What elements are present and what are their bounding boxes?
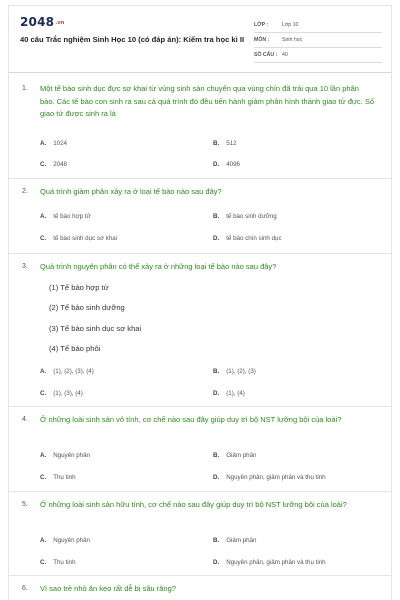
header-divider	[9, 72, 391, 73]
option-text: tế bào chín sinh dục	[226, 235, 282, 242]
option-b[interactable]	[213, 452, 256, 459]
statement-2: (2) Tế bào sinh dưỡng	[49, 303, 125, 312]
option-d[interactable]	[213, 474, 326, 481]
option-label: D.	[213, 474, 220, 481]
meta-key: LỚP :	[254, 22, 269, 28]
option-c[interactable]	[40, 390, 83, 397]
statement-4: (4) Tế bào phôi	[49, 344, 101, 353]
option-a[interactable]	[40, 368, 94, 375]
option-text: 4096	[226, 161, 240, 168]
meta-value: Sinh học	[282, 37, 303, 43]
statement-3: (3) Tế bào sinh dục sơ khai	[49, 324, 142, 333]
question-number: 2.	[22, 188, 28, 195]
meta-row-class	[254, 18, 382, 33]
option-d[interactable]	[213, 161, 240, 168]
option-label: A.	[40, 140, 47, 147]
question-number: 3.	[22, 263, 28, 270]
option-text: 512	[226, 140, 237, 147]
option-label: B.	[213, 368, 220, 375]
option-a[interactable]	[40, 140, 67, 147]
question-divider	[9, 575, 391, 576]
question-divider	[9, 491, 391, 492]
option-label: A.	[40, 368, 47, 375]
option-text: Thụ tinh	[53, 559, 76, 566]
site-logo[interactable]	[20, 15, 65, 29]
option-text: Nguyên phân, giảm phân và thụ tinh	[226, 559, 326, 566]
statement-1: (1) Tế bào hợp tử	[49, 283, 109, 292]
option-text: Thụ tinh	[53, 474, 76, 481]
document-title: 40 câu Trắc nghiệm Sinh Học 10 (có đáp án): Kiểm tra học kì II	[20, 35, 245, 44]
option-label: D.	[213, 559, 220, 566]
option-a[interactable]	[40, 537, 90, 544]
logo-text: 2048	[20, 15, 55, 29]
option-label: C.	[40, 161, 47, 168]
option-text: (1), (2), (3), (4)	[53, 368, 94, 375]
option-label: B.	[213, 213, 220, 220]
option-a[interactable]	[40, 452, 90, 459]
meta-key: MÔN :	[254, 37, 270, 43]
meta-value: Lớp 10	[282, 22, 299, 28]
question-text: Ở những loài sinh sản hữu tính, cơ chế nào sau đây giúp duy trì bộ NST lưỡng bội của loài?	[40, 500, 347, 509]
option-label: C.	[40, 390, 47, 397]
meta-row-subject	[254, 33, 382, 48]
option-label: D.	[213, 235, 220, 242]
option-d[interactable]	[213, 390, 245, 397]
option-label: A.	[40, 537, 47, 544]
option-text: Nguyên phân, giảm phân và thụ tinh	[226, 474, 326, 481]
option-label: B.	[213, 140, 220, 147]
option-label: D.	[213, 390, 220, 397]
option-label: C.	[40, 474, 47, 481]
document-meta	[254, 18, 382, 63]
option-b[interactable]	[213, 537, 256, 544]
option-label: B.	[213, 452, 220, 459]
option-text: (1), (4)	[226, 390, 245, 397]
question-number: 1.	[22, 85, 28, 92]
option-c[interactable]	[40, 235, 117, 242]
option-b[interactable]	[213, 213, 277, 220]
option-c[interactable]	[40, 161, 67, 168]
option-label: D.	[213, 161, 220, 168]
option-label: A.	[40, 452, 47, 459]
option-text: Giảm phân	[226, 452, 257, 459]
option-b[interactable]	[213, 140, 237, 147]
question-text: Một tế bào sinh dục đực sơ khai từ vùng sinh sản chuyển qua vùng chín đã trải qua 10 lần phân bào. Các tế bào con sinh ra sau cả quá trình đó đều tiến hành giảm phân hình thành giao tử đực. Số giao tử được sinh ra là	[40, 84, 375, 118]
option-label: C.	[40, 235, 47, 242]
question-divider	[9, 178, 391, 179]
option-b[interactable]	[213, 368, 256, 375]
meta-value: 40	[282, 52, 288, 58]
document-page	[8, 5, 392, 600]
question-divider	[9, 253, 391, 254]
option-d[interactable]	[213, 235, 282, 242]
option-label: B.	[213, 537, 220, 544]
option-label: C.	[40, 559, 47, 566]
question-text: Quá trình giảm phân xảy ra ở loại tế bào nào sau đây?	[40, 187, 222, 196]
option-c[interactable]	[40, 474, 76, 481]
option-label: A.	[40, 213, 47, 220]
meta-key: SỐ CÂU :	[254, 52, 278, 58]
logo-suffix: .vn	[55, 19, 65, 26]
option-text: Giảm phân	[226, 537, 257, 544]
option-c[interactable]	[40, 559, 76, 566]
document-header	[9, 6, 391, 70]
option-d[interactable]	[213, 559, 326, 566]
option-text: tế bào hợp tử	[53, 213, 91, 220]
option-text: Nguyên phân	[53, 537, 90, 544]
option-text: (1), (2), (3)	[226, 368, 256, 375]
question-number: 6.	[22, 585, 28, 592]
option-text: tế bào sinh dục sơ khai	[53, 235, 118, 242]
question-divider	[9, 406, 391, 407]
meta-row-count	[254, 48, 382, 63]
option-text: 1024	[53, 140, 67, 147]
question-number: 5.	[22, 501, 28, 508]
option-text: Nguyên phân	[53, 452, 90, 459]
option-a[interactable]	[40, 213, 91, 220]
question-text: Ở những loài sinh sản vô tính, cơ chế nào sau đây giúp duy trì bộ NST lưỡng bội của loài?	[40, 415, 342, 424]
question-text: Vì sao trẻ nhỏ ăn kẹo rất dễ bị sâu răng?	[40, 584, 176, 593]
question-number: 4.	[22, 416, 28, 423]
option-text: tế bào sinh dưỡng	[226, 213, 277, 220]
option-text: 2048	[53, 161, 67, 168]
question-text: Quá trình nguyên phân có thể xảy ra ở những loại tế bào nào sau đây?	[40, 262, 277, 271]
option-text: (1), (3), (4)	[53, 390, 83, 397]
